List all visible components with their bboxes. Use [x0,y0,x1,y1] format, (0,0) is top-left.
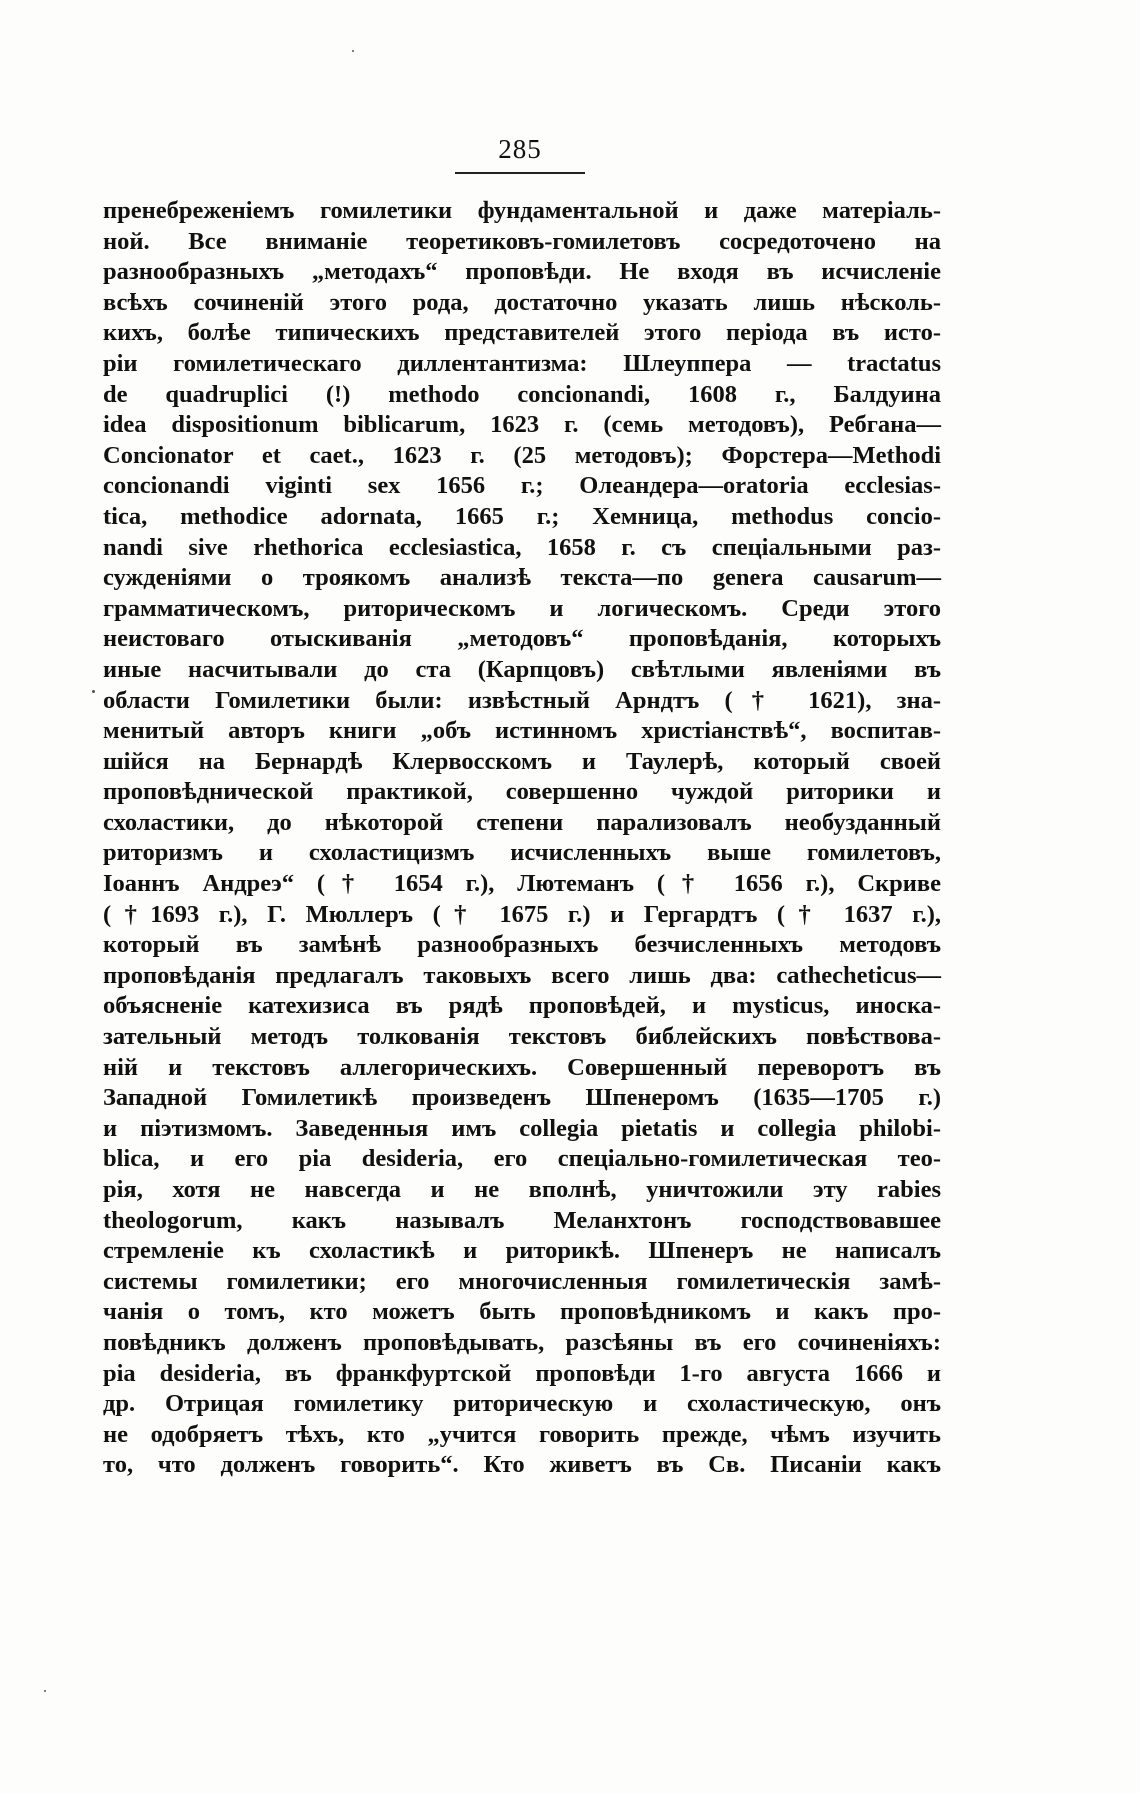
text-line: объясненіе катехизиса въ рядѣ проповѣдей, и mysticus, иноска- [103,992,941,1020]
text-line: зательный методъ толкованія текстовъ библейскихъ повѣствова- [103,1023,941,1051]
text-line: ріи гомилетическаго диллентантизма: Шлеуппера — tractatus [103,349,941,377]
text-line: и піэтизмомъ. Заведенныя имъ collegia pietatis и collegia philobi- [103,1114,941,1142]
text-line: blica, и его pia desideria, его спеціально-гомилетическая тео- [103,1145,941,1173]
text-line: (†1693 г.), Г. Мюллеръ († 1675 г.) и Гергардтъ († 1637 г.), [103,900,941,928]
text-line: pia desideria, въ франкфуртской проповѣди 1-го августа 1666 и [103,1359,941,1387]
text-line: грамматическомъ, риторическомъ и логическомъ. Среди этого [103,594,941,622]
header-rule [455,172,585,174]
text-line: nandi sive rhethorica ecclesiastica, 1658 г. съ спеціальными раз- [103,533,941,561]
text-line: рія, хотя не навсегда и не вполнѣ, уничтожили эту rabies [103,1176,941,1203]
text-line: Concionator et caet., 1623 г. (25 методовъ); Форстера—Methodi [103,441,941,469]
text-line: области Гомилетики были: извѣстный Арндтъ († 1621), зна- [103,686,941,714]
text-line: риторизмъ и схоластицизмъ исчисленныхъ выше гомилетовъ, [103,839,941,867]
text-line: др. Отрицая гомилетику риторическую и схоластическую, онъ [103,1390,941,1418]
text-line: ній и текстовъ аллегорическихъ. Совершенный переворотъ въ [103,1053,941,1081]
text-line: Западной Гомилетикѣ произведенъ Шпенеромъ (1635—1705 г.) [103,1084,941,1112]
text-line: чанія о томъ, кто можетъ быть проповѣдникомъ и какъ про- [103,1298,941,1326]
text-line: который въ замѣнѣ разнообразныхъ безчисленныхъ методовъ [103,931,941,959]
text-line: всѣхъ сочиненій этого рода, достаточно указать лишь нѣсколь- [103,288,941,316]
text-line: пренебреженіемъ гомилетики фундаментальной и даже матеріаль- [103,197,941,224]
text-line: проповѣднической практикой, совершенно чуждой риторики и [103,778,941,806]
text-line: неистоваго отыскиванія „методовъ“ проповѣданія, которыхъ [103,625,941,653]
text-line: то, что долженъ говорить“. Кто живетъ въ Св. Писаніи какъ [103,1451,941,1479]
text-line: шійся на Бернардѣ Клервосскомъ и Таулерѣ, который своей [103,747,941,775]
text-line: idea dispositionum biblicarum, 1623 г. (семь методовъ), Ребгана— [103,411,941,439]
scan-speck [44,1690,46,1692]
text-line: кихъ, болѣе типическихъ представителей этого періода въ исто- [103,319,941,347]
text-line: сужденіями о троякомъ анализѣ текста—по genera causarum— [103,564,941,592]
page-number: 285 [498,134,542,164]
text-line: de quadruplici (!) methodo concionandi, 1608 г., Балдуина [103,380,941,408]
text-line: tica, methodice adornata, 1665 г.; Хемница, methodus concio- [103,502,941,530]
text-line: схоластики, до нѣкоторой степени парализовалъ необузданный [103,808,941,836]
text-line: системы гомилетики; его многочисленныя гомилетическія замѣ- [103,1267,941,1295]
body-text [103,196,941,1481]
text-line: менитый авторъ книги „объ истинномъ христіанствѣ“, воспитав- [103,717,941,745]
text-line: ной. Все вниманіе теоретиковъ-гомилетовъ сосредоточено на [103,227,941,255]
text-line: Іоаннъ Андреэ“ († 1654 г.), Лютеманъ († 1656 г.), Скриве [103,870,941,898]
text-line: стремленіе къ схоластикѣ и риторикѣ. Шпенеръ не написалъ [103,1237,941,1265]
scan-speck [92,690,95,693]
scan-speck [352,50,354,52]
text-line: разнообразныхъ „методахъ“ проповѣди. Не входя въ исчисленіе [103,258,941,286]
text-line: theologorum, какъ называлъ Меланхтонъ господствовавшее [103,1206,941,1234]
text-line: повѣдникъ долженъ проповѣдывать, разсѣяны въ его сочиненіяхъ: [103,1328,941,1356]
text-line: не одобряетъ тѣхъ, кто „учится говорить прежде, чѣмъ изучить [103,1420,941,1448]
text-line: concionandi viginti sex 1656 г.; Олеандера—oratoria ecclesias- [103,472,941,500]
text-line: иные насчитывали до ста (Карпцовъ) свѣтлыми явленіями въ [103,655,941,683]
text-line: проповѣданія предлагалъ таковыхъ всего лишь два: cathecheticus— [103,961,941,989]
